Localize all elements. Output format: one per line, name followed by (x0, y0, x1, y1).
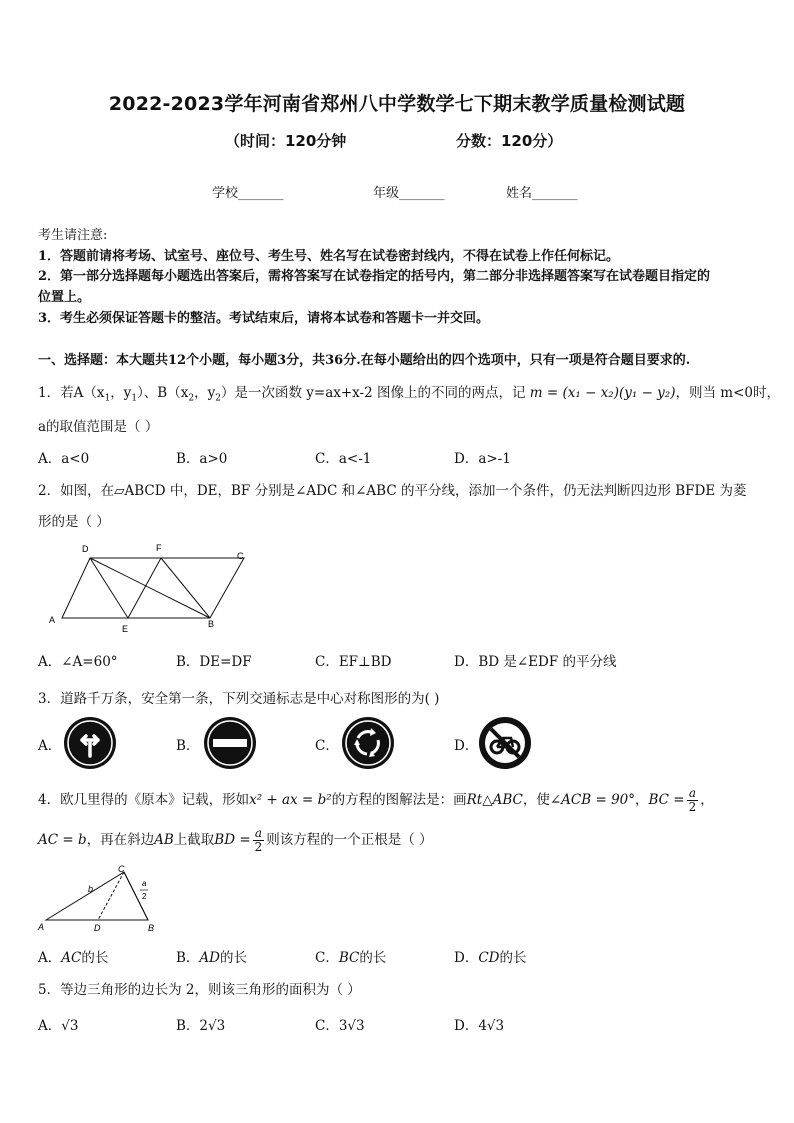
q4-option-b: B．AD的长 (176, 950, 247, 966)
label-2-side: 2 (142, 892, 147, 901)
turn-sign-icon (63, 716, 117, 770)
parallelogram-figure (40, 538, 250, 638)
segment-ef (128, 558, 161, 618)
label-d: D (82, 544, 89, 554)
question-2-line-1: 2．如图，在▱ABCD 中，DE，BF 分别是∠ADC 和∠ABC 的平分线，添加一个条件，仍无法判断四边形 BFDE 为菱 (38, 483, 747, 499)
q3-option-b: B． (176, 738, 200, 754)
notice-item-2-cont: 位置上。 (38, 290, 91, 305)
fraction-a-over-2-bd: $\frac{a}{2}$ (254, 826, 263, 854)
label-a: A (38, 922, 45, 932)
name-field: 姓名_______ (506, 186, 578, 201)
roundabout-sign-icon (341, 716, 395, 770)
segment-fb (161, 558, 210, 618)
page-title: 2022-2023学年河南省郑州八中学数学七下期末教学质量检测试题 (108, 93, 686, 115)
q1-option-a: A．a<0 (38, 451, 90, 467)
label-a-side: a (142, 879, 147, 888)
q3-option-d: D． (454, 738, 479, 754)
q4-option-c: C．BC的长 (315, 950, 387, 966)
label-c: C (237, 551, 244, 561)
q5-option-c: C．3√3 (315, 1018, 365, 1034)
question-2-line-2: 形的是（ ） (38, 514, 110, 530)
formula-m: m = (x₁ − x₂)(y₁ − y₂) (529, 385, 676, 401)
school-field: 学校_______ (212, 186, 284, 201)
exam-score: 分数：120分） (456, 132, 563, 150)
question-1-line-1: 1．若$A(x_1$，$y_1$）、$B(x_2$，$y_2$）是一次函数 y=ax+x-2 图像上的不同的两点，记 m = (x₁ − x₂)(y₁ − y₂)，则当 m<0时， (38, 385, 780, 404)
notice-item-3: 3．考生必须保证答题卡的整洁。考试结束后，请将本试卷和答题卡一并交回。 (38, 311, 490, 326)
parallelogram-abcd (62, 558, 244, 618)
equation: x² + ax = b² (249, 792, 332, 808)
q1-option-c: C．a<-1 (315, 451, 372, 467)
q1-option-b: B．a>0 (176, 451, 228, 467)
q5-option-b: B．2√3 (176, 1018, 226, 1034)
q2-option-a: A．∠A=60° (38, 654, 118, 670)
notice-item-2: 2．第一部分选择题每小题选出答案后，需将答案写在试卷指定的括号内，第二部分非选择题答案写在试卷题目指定的 (38, 269, 711, 284)
question-4-line-2: AC = b，再在斜边AB上截取BD = $\frac{a}{2}$ 则该方程的一个正根是（ ） (38, 826, 433, 854)
q2-option-c: C．EF⊥BD (315, 654, 392, 670)
section-heading: 一、选择题：本大题共12个小题，每小题3分，共36分.在每小题给出的四个选项中，只有一项是符合题目要求的. (38, 353, 691, 368)
no-bicycle-sign-icon (478, 716, 532, 770)
label-a: A (49, 615, 56, 625)
label-d: D (94, 923, 101, 933)
triangle-abc (46, 872, 148, 920)
exam-time: （时间：120分钟 (225, 132, 347, 150)
question-5-line-1: 5．等边三角形的边长为 2，则该三角形的面积为（ ） (38, 982, 361, 998)
notice-heading: 考生请注意: (38, 228, 108, 243)
q4-option-a: A．AC的长 (38, 950, 109, 966)
right-triangle-figure (36, 862, 166, 934)
label-b: B (208, 619, 215, 629)
question-1-line-2: a的取值范围是（ ） (38, 419, 159, 435)
q5-option-a: A．√3 (38, 1018, 79, 1034)
q3-option-a: A． (38, 738, 62, 754)
q4-option-d: D．CD的长 (454, 950, 527, 966)
no-entry-sign-icon (203, 716, 257, 770)
question-3-line-1: 3．道路千万条，安全第一条，下列交通标志是中心对称图形的为( ) (38, 691, 440, 707)
segment-db (90, 558, 210, 618)
q3-option-c: C． (315, 738, 339, 754)
label-b: B (148, 923, 155, 933)
q2-option-b: B．DE=DF (176, 654, 252, 670)
q2-option-d: D．BD 是∠EDF 的平分线 (454, 654, 617, 670)
q1-option-d: D．a>-1 (454, 451, 511, 467)
question-4-line-1: 4．欧几里得的《原本》记载，形如x² + ax = b²的方程的图解法是：画Rt△ABC，使∠ACB = 90°，BC = $\frac{a}{2}$ ， (38, 786, 714, 814)
label-b-side: b (88, 884, 94, 894)
fraction-a-over-2: $\frac{a}{2}$ (688, 786, 697, 814)
grade-field: 年级_______ (373, 186, 445, 201)
label-f: F (156, 543, 162, 553)
label-e: E (122, 624, 129, 634)
label-c: C (118, 864, 125, 874)
q5-option-d: D．4√3 (454, 1018, 505, 1034)
notice-item-1: 1．答题前请将考场、试室号、座位号、考生号、姓名写在试卷密封线内，不得在试卷上作任何标记。 (38, 249, 620, 264)
segment-cd (98, 872, 124, 920)
